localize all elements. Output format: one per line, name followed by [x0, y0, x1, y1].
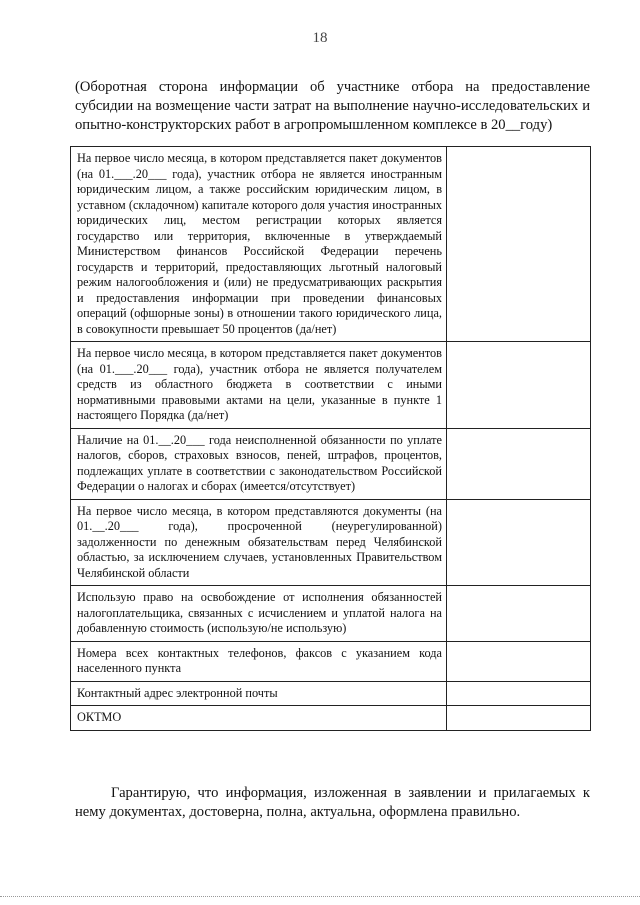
answer-cell[interactable] [447, 586, 591, 642]
answer-cell[interactable] [447, 706, 591, 731]
question-cell: Контактный адрес электронной почты [71, 681, 447, 706]
answer-cell[interactable] [447, 499, 591, 586]
question-cell: На первое число месяца, в котором представляется пакет документов (на 01.___.20___ года), участник отбора не является получателем средств из областного бюджета в соответствии с иными нормативными правовыми актами на цели, указанные в пункте 1 настоящего Порядка (да/нет) [71, 342, 447, 429]
question-cell: На первое число месяца, в котором представляются документы (на 01.__.20___ года), просроченной (неурегулированной) задолженности по денежным обязательствам перед Челябинской областью, за исключением случаев, установленных Правительством Челябинской области [71, 499, 447, 586]
table-row [71, 641, 591, 681]
footer-divider [0, 896, 640, 897]
answer-cell[interactable] [447, 147, 591, 342]
table-row [71, 706, 591, 731]
guarantee-statement: Гарантирую, что информация, изложенная в заявлении и прилагаемых к нему документах, достоверна, полна, актуальна, оформлена правильно. [75, 785, 590, 820]
table-row [71, 681, 591, 706]
answer-cell[interactable] [447, 428, 591, 499]
answer-cell[interactable] [447, 641, 591, 681]
answer-cell[interactable] [447, 681, 591, 706]
question-cell: Номера всех контактных телефонов, факсов с указанием кода населенного пункта [71, 641, 447, 681]
table-body [71, 147, 591, 731]
question-cell: Использую право на освобождение от исполнения обязанностей налогоплательщика, связанных с исчислением и уплатой налога на добавленную стоимость (использую/не использую) [71, 586, 447, 642]
answer-cell[interactable] [447, 342, 591, 429]
participant-info-table [70, 146, 591, 731]
table-row [71, 342, 591, 429]
table-row [71, 586, 591, 642]
table-row [71, 428, 591, 499]
question-cell: Наличие на 01.__.20___ года неисполненной обязанности по уплате налогов, сборов, страховых взносов, пеней, штрафов, процентов, подлежащих уплате в соответствии с законодательством Российской Федерации о налогах и сборах (имеется/отсутствует) [71, 428, 447, 499]
question-cell: На первое число месяца, в котором представляется пакет документов (на 01.___.20___ года), участник отбора не является иностранным юридическим лицом, а также российским юридическим лицом, в уставном (складочном) капитале которого доля участия иностранных юридических лиц, местом регистрации которых является государство или территория, включенные в утверждаемый Министерством финансов Российской Федерации перечень государств и территорий, предоставляющих льготный налоговый режим налогообложения и (или) не предусматривающих раскрытия и предоставления информации при проведении финансовых операций (офшорные зоны) в отношении такого юридического лица, в совокупности превышает 50 процентов (да/нет) [71, 147, 447, 342]
question-cell: ОКТМО [71, 706, 447, 731]
form-heading: (Оборотная сторона информации об участнике отбора на предоставление субсидии на возмещение части затрат на выполнение научно-исследовательских и опытно-конструкторских работ в агропромышленном комплексе в 20__году) [75, 79, 590, 133]
table-row [71, 499, 591, 586]
page-number: 18 [312, 30, 328, 46]
table-row [71, 147, 591, 342]
